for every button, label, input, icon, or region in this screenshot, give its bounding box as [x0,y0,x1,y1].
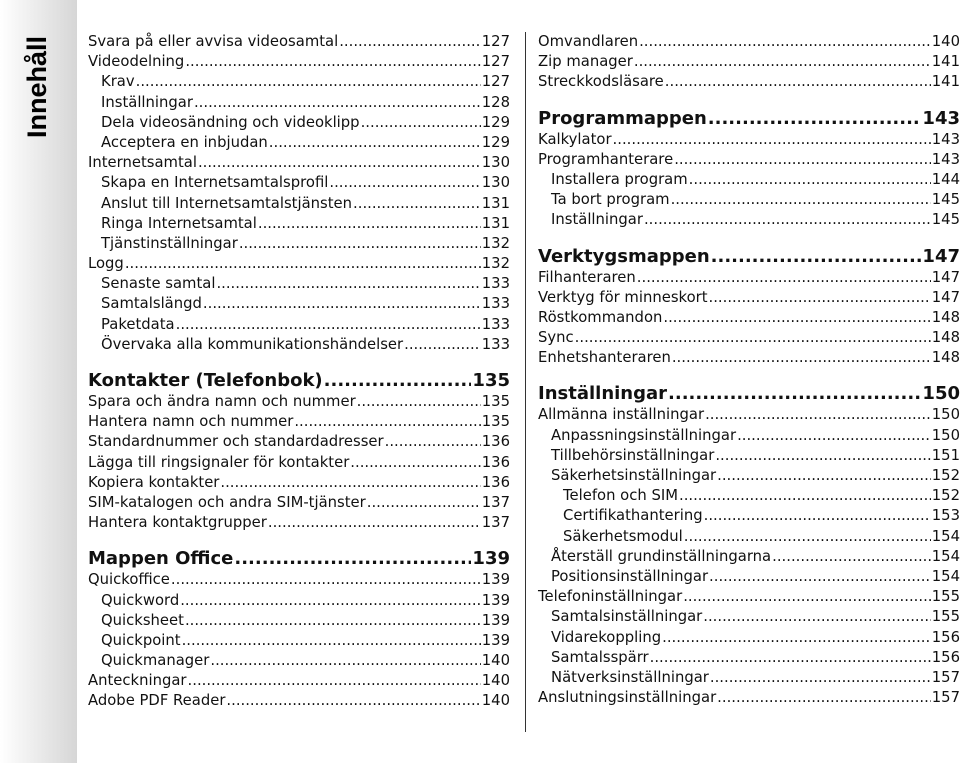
sidebar-title: Innehåll [22,35,52,138]
toc-entry[interactable] [538,150,960,170]
toc-dot-leader [668,382,921,405]
toc-entry-title: Spara och ändra namn och nummer [88,393,356,410]
toc-section-heading[interactable] [538,382,960,405]
toc-page-number: 140 [481,652,510,670]
toc-page-number: 129 [481,113,510,131]
toc-entry-title: Internetsamtal [88,154,197,172]
toc-entry[interactable] [538,190,960,210]
toc-entry[interactable] [88,133,510,153]
toc-entry-title: Hantera kontaktgrupper [88,514,267,532]
toc-entry-title: Inställningar [101,93,193,111]
toc-dot-leader [639,32,931,52]
toc-entry[interactable] [538,308,960,328]
toc-entry[interactable] [88,294,510,314]
toc-entry-title: Verktyg för minneskort [538,288,708,306]
toc-entry[interactable] [88,194,510,214]
toc-entry-title: Quickword [101,591,180,609]
toc-entry[interactable] [88,113,510,133]
toc-page-number: 127 [481,33,510,50]
toc-dot-leader [674,150,931,170]
toc-dot-leader [404,335,481,355]
toc-page-number: 156 [931,648,960,666]
toc-page-number: 152 [931,467,960,484]
toc-section-heading[interactable] [88,369,510,392]
toc-dot-leader [671,190,931,210]
toc-entry-title: Inställningar [551,211,643,229]
toc-entry[interactable] [88,52,510,72]
toc-entry[interactable] [538,587,960,607]
toc-dot-leader [672,348,931,368]
toc-dot-leader [216,274,480,294]
toc-page-number: 148 [931,329,960,347]
toc-entry-title: Kalkylator [538,130,612,148]
toc-entry-title: Samtalslängd [101,295,202,313]
toc-page-number: 155 [931,608,960,626]
toc-entry[interactable] [538,607,960,627]
toc-dot-leader [269,133,481,153]
toc-page-number: 150 [931,426,960,444]
toc-entry[interactable] [538,32,960,52]
toc-column-right [538,32,960,708]
toc-entry-title: Quickpoint [101,631,181,649]
toc-entry[interactable] [88,214,510,234]
toc-entry-title: Sync [538,329,574,347]
column-divider [525,32,526,732]
toc-entry-title: Omvandlaren [538,33,639,50]
toc-entry[interactable] [538,506,960,526]
toc-page-number: 144 [931,170,960,188]
toc-entry-title: Programhanterare [538,150,674,168]
toc-page-number: 133 [481,275,510,293]
toc-dot-leader [575,328,931,348]
toc-entry[interactable] [538,268,960,288]
toc-dot-leader [171,570,481,590]
toc-entry[interactable] [538,170,960,190]
toc-entry[interactable] [88,412,510,432]
toc-entry[interactable] [88,93,510,113]
toc-page-number: 145 [931,191,960,209]
toc-page-number: 157 [931,668,960,686]
toc-entry-title: Verktygsmappen [538,245,710,267]
toc-entry[interactable] [538,288,960,308]
toc-column-left [88,32,510,712]
toc-dot-leader [704,506,931,526]
toc-entry-title: Installera program [551,170,688,188]
toc-dot-leader [188,671,481,691]
toc-page-number: 148 [931,349,960,367]
toc-entry-title: Quickmanager [101,652,210,670]
toc-page-number: 145 [931,211,960,229]
toc-page-number: 150 [931,406,960,424]
toc-page-number: 135 [481,393,510,410]
toc-entry[interactable] [538,648,960,668]
toc-page-number: 147 [931,268,960,286]
toc-page-number: 130 [481,174,510,192]
toc-entry-title: Adobe PDF Reader [88,692,226,710]
toc-dot-leader [772,547,931,567]
toc-dot-leader [353,194,481,214]
toc-dot-leader [711,245,922,268]
toc-page-number: 143 [931,130,960,148]
toc-entry-title: Övervaka alla kommunikationshändelser [101,335,404,353]
toc-entry-title: Allmänna inställningar [538,406,705,424]
toc-entry[interactable] [88,315,510,335]
toc-page-number: 131 [481,214,510,232]
toc-dot-leader [737,426,931,446]
toc-page-number: 140 [481,672,510,690]
toc-entry-title: Ringa Internetsamtal [101,214,257,232]
toc-dot-leader [715,446,930,466]
toc-dot-leader [185,52,480,72]
toc-entry-title: Acceptera en inbjudan [101,133,268,151]
toc-entry[interactable] [538,405,960,425]
toc-page-number: 128 [481,93,510,111]
toc-entry-title: Anslut till Internetsamtalstjänsten [101,194,353,212]
toc-entry-title: Lägga till ringsignaler för kontakter [88,453,350,471]
toc-entry-title: Enhetshanteraren [538,349,671,367]
toc-entry-title: Hantera namn och nummer [88,413,294,431]
toc-entry-title: Certifikathantering [563,507,703,525]
toc-entry-title: Filhanteraren [538,268,636,286]
toc-dot-leader [210,651,480,671]
toc-page-number: 127 [481,73,510,91]
toc-section-heading[interactable] [88,547,510,570]
toc-page-number: 139 [472,548,510,570]
toc-entry-title: Paketdata [101,315,175,333]
toc-entry[interactable] [88,611,510,631]
toc-dot-leader [662,628,931,648]
toc-page-number: 155 [931,588,960,606]
toc-entry[interactable] [88,274,510,294]
toc-entry-title: Anslutningsinställningar [538,689,717,707]
toc-dot-leader [350,453,480,473]
toc-page-number: 147 [931,288,960,306]
toc-dot-leader [234,547,471,570]
toc-dot-leader [268,513,481,533]
toc-entry[interactable] [88,72,510,92]
toc-entry-title: Kopiera kontakter [88,473,220,491]
toc-entry[interactable] [88,513,510,533]
toc-dot-leader [717,466,931,486]
toc-page-number: 132 [481,234,510,252]
toc-entry-title: Svara på eller avvisa videosamtal [88,33,339,50]
toc-page-number: 127 [481,53,510,71]
toc-page-number: 140 [481,692,510,710]
toc-page-number: 139 [481,571,510,589]
toc-entry-title: Tillbehörsinställningar [551,446,715,464]
toc-page-number: 132 [481,255,510,273]
toc-page-number: 139 [481,591,510,609]
toc-page-number: 136 [481,473,510,491]
toc-page-number: 137 [481,514,510,532]
toc-dot-leader [703,607,930,627]
toc-entry[interactable] [88,591,510,611]
toc-entry-title: SIM-katalogen och andra SIM-tjänster [88,493,366,511]
toc-page-number: 154 [931,547,960,565]
toc-entry-title: Krav [101,73,135,91]
toc-page-number: 139 [481,611,510,629]
toc-entry-title: Säkerhetsinställningar [551,467,717,484]
toc-dot-leader [367,493,481,513]
toc-entry[interactable] [88,173,510,193]
toc-dot-leader [705,405,931,425]
toc-entry-title: Kontakter (Telefonbok) [88,370,323,391]
toc-entry[interactable] [538,547,960,567]
toc-page-number: 129 [481,133,510,151]
toc-entry[interactable] [538,426,960,446]
toc-entry[interactable] [88,234,510,254]
toc-dot-leader [679,486,931,506]
toc-entry[interactable] [88,32,510,52]
toc-page-number: 133 [481,335,510,353]
toc-entry[interactable] [538,72,960,92]
toc-page-number: 154 [931,567,960,585]
toc-page-number: 133 [481,295,510,313]
toc-dot-leader [220,473,480,493]
toc-page-number: 141 [931,53,960,71]
toc-dot-leader [176,315,481,335]
toc-entry-title: Vidarekoppling [551,628,662,646]
toc-page-number: 153 [931,507,960,525]
toc-entry[interactable] [538,130,960,150]
toc-entry-title: Nätverksinställningar [551,668,709,686]
toc-entry[interactable] [538,328,960,348]
toc-entry[interactable] [88,691,510,711]
toc-dot-leader [684,527,931,547]
toc-page-number: 140 [931,33,960,50]
toc-dot-leader [710,668,931,688]
toc-dot-leader [663,308,930,328]
toc-page-number: 143 [931,150,960,168]
toc-entry-title: Anpassningsinställningar [551,426,737,444]
toc-dot-leader [385,432,481,452]
toc-entry-title: Tjänstinställningar [101,234,238,252]
toc-entry-title: Quicksheet [101,611,184,629]
toc-entry[interactable] [538,348,960,368]
toc-entry-title: Ta bort program [551,191,670,209]
toc-dot-leader [239,234,481,254]
toc-dot-leader [665,72,931,92]
sidebar [0,0,77,763]
toc-entry[interactable] [88,432,510,452]
toc-dot-leader [125,254,481,274]
toc-entry[interactable] [538,628,960,648]
toc-entry-title: Programmappen [538,107,707,129]
toc-dot-leader [357,392,481,412]
toc-entry-title: Zip manager [538,53,633,71]
toc-dot-leader [709,567,931,587]
toc-entry[interactable] [88,473,510,493]
toc-page-number: 137 [481,493,510,511]
toc-entry[interactable] [538,486,960,506]
toc-entry[interactable] [88,392,510,412]
toc-dot-leader [613,130,931,150]
toc-entry[interactable] [538,567,960,587]
toc-page-number: 136 [481,453,510,471]
toc-entry-title: Samtalsspärr [551,648,649,666]
toc-page-number: 156 [931,628,960,646]
toc-page-number: 135 [472,370,510,391]
toc-entry-title: Röstkommandon [538,308,663,326]
toc-entry-title: Inställningar [538,383,668,405]
toc-entry[interactable] [88,254,510,274]
toc-entry-title: Anteckningar [88,672,187,690]
toc-entry[interactable] [88,335,510,355]
toc-page-number: 130 [481,154,510,172]
toc-entry[interactable] [538,52,960,72]
toc-entry-title: Säkerhetsmodul [563,527,683,545]
toc-entry-title: Senaste samtal [101,275,216,293]
toc-dot-leader [226,691,480,711]
toc-entry[interactable] [88,570,510,590]
toc-entry[interactable] [88,153,510,173]
toc-dot-leader [644,210,931,230]
toc-page-number: 147 [922,245,960,267]
toc-page-number: 135 [481,413,510,431]
toc-entry[interactable] [538,210,960,230]
toc-dot-leader [361,113,481,133]
toc-page-number: 151 [931,446,960,464]
toc-dot-leader [180,591,481,611]
toc-dot-leader [637,268,931,288]
toc-entry[interactable] [538,446,960,466]
toc-entry-title: Mappen Office [88,548,234,570]
toc-dot-leader [634,52,931,72]
toc-dot-leader [194,93,481,113]
toc-entry-title: Skapa en Internetsamtalsprofil [101,174,329,192]
toc-dot-leader [650,648,931,668]
toc-dot-leader [182,631,481,651]
toc-entry-title: Quickoffice [88,571,170,589]
toc-page-number: 139 [481,631,510,649]
toc-entry[interactable] [538,668,960,688]
toc-entry[interactable] [538,527,960,547]
toc-dot-leader [683,587,931,607]
toc-page-number: 141 [931,73,960,91]
toc-page-number: 152 [931,487,960,505]
toc-entry-title: Videodelning [88,53,185,71]
toc-entry-title: Telefon och SIM [563,487,678,505]
toc-entry-title: Standardnummer och standardadresser [88,433,384,451]
toc-entry-title: Positionsinställningar [551,567,709,585]
toc-dot-leader [717,688,931,708]
toc-entry[interactable] [88,651,510,671]
toc-dot-leader [689,170,931,190]
toc-entry[interactable] [88,671,510,691]
toc-entry-title: Telefoninställningar [538,588,683,606]
toc-dot-leader [136,72,481,92]
toc-section-heading[interactable] [538,107,960,130]
toc-entry-title: Samtalsinställningar [551,608,703,626]
toc-entry[interactable] [538,688,960,708]
toc-dot-leader [324,369,472,392]
toc-page-number: 148 [931,308,960,326]
toc-page-number: 150 [922,383,960,405]
toc-page-number: 154 [931,527,960,545]
toc-entry-title: Logg [88,255,124,273]
toc-dot-leader [329,173,480,193]
toc-dot-leader [203,294,481,314]
toc-entry[interactable] [88,493,510,513]
toc-page-number: 133 [481,315,510,333]
toc-page-number: 157 [931,689,960,707]
toc-entry-title: Dela videosändning och videoklipp [101,113,360,131]
toc-section-heading[interactable] [538,245,960,268]
toc-entry[interactable] [538,466,960,486]
toc-dot-leader [294,412,480,432]
toc-dot-leader [709,288,931,308]
toc-page-number: 131 [481,194,510,212]
toc-entry-title: Streckkodsläsare [538,73,664,91]
toc-dot-leader [339,32,481,52]
toc-entry[interactable] [88,631,510,651]
toc-dot-leader [708,107,922,130]
toc-entry-title: Återställ grundinställningarna [551,547,772,565]
toc-page-number: 143 [922,107,960,129]
toc-page-number: 136 [481,433,510,451]
toc-dot-leader [258,214,481,234]
toc-dot-leader [185,611,481,631]
toc-entry[interactable] [88,453,510,473]
toc-dot-leader [198,153,481,173]
